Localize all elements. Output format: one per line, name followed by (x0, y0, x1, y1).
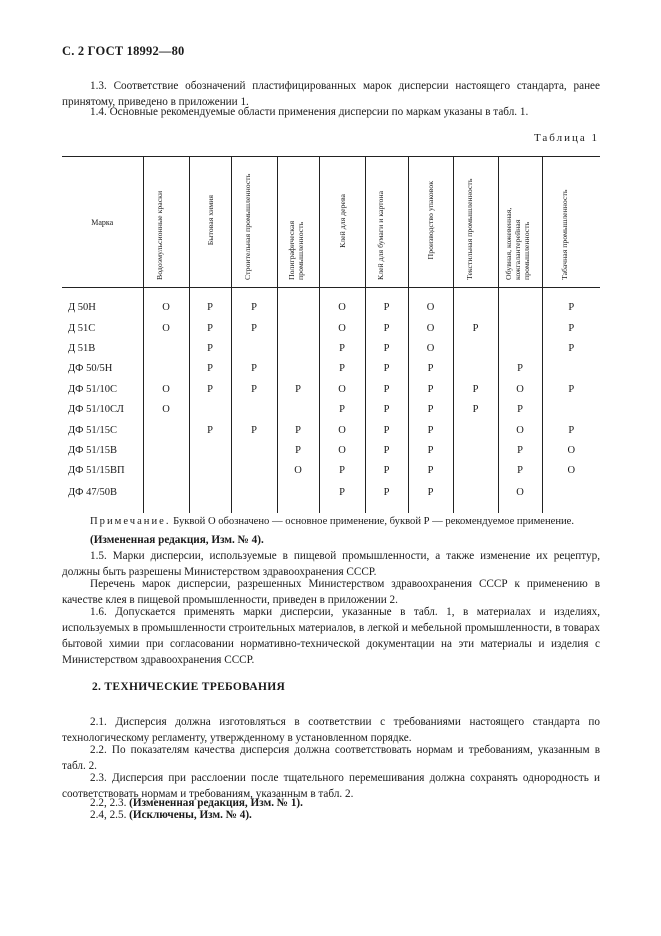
table-row (62, 379, 600, 399)
brand-cell: ДФ 51/10С (68, 383, 118, 395)
application-cell: Р (231, 318, 277, 338)
application-cell: О (143, 400, 189, 420)
application-cell: О (408, 338, 453, 358)
application-cell: Р (319, 481, 365, 513)
application-cell: Р (542, 379, 600, 399)
paragraph-2-3: 2.3. Дисперсия при расслоении после тщательного перемешивания должна сохранять однородность и соответствовать нормам и требованиям, указанным в табл. 2. (62, 772, 600, 800)
table-row (62, 318, 600, 338)
column-header: Производство упаковок (408, 157, 453, 288)
application-cell: Р (365, 359, 408, 379)
application-cell: Р (365, 440, 408, 460)
application-cell: О (498, 420, 542, 440)
application-cell (143, 461, 189, 481)
application-cell (143, 338, 189, 358)
application-cell: Р (231, 379, 277, 399)
application-cell: Р (189, 359, 231, 379)
application-cell: Р (542, 288, 600, 319)
application-cell: Р (365, 318, 408, 338)
application-cell: Р (319, 461, 365, 481)
table-row (62, 420, 600, 440)
application-cell: О (498, 379, 542, 399)
application-cell: Р (277, 420, 319, 440)
paragraph-2-1: 2.1. Дисперсия должна изготовляться в соответствии с требованиями настоящего стандарта по технологическому регламенту, утвержденному в установленном порядке. (62, 716, 600, 744)
application-cell (231, 338, 277, 358)
application-cell (453, 481, 498, 513)
application-cell: Р (542, 420, 600, 440)
application-cell: Р (231, 420, 277, 440)
application-cell: Р (498, 400, 542, 420)
application-cell (498, 338, 542, 358)
note-text: Буквой О обозначено — основное применение, буквой Р — рекомендуемое применение. (170, 516, 575, 527)
paragraph-2-4-2-5 (62, 807, 600, 823)
brand-cell: Д 51С (68, 322, 96, 334)
application-cell: Р (319, 359, 365, 379)
application-cell: Р (498, 440, 542, 460)
amendment-note-4: (Измененная редакция, Изм. № 4). (90, 534, 264, 546)
paragraph-1-4: 1.4. Основные рекомендуемые области применения дисперсии по маркам указаны в табл. 1. (90, 106, 529, 118)
application-cell (453, 359, 498, 379)
application-cell: О (277, 461, 319, 481)
column-header: Обувная, кожевенная, кожгалантерейная промышленность (498, 157, 542, 288)
application-cell: Р (498, 461, 542, 481)
brand-cell: ДФ 50/5Н (68, 363, 113, 375)
application-cell: Р (189, 288, 231, 319)
application-cell: Р (277, 379, 319, 399)
brand-cell: Д 50Н (68, 301, 96, 313)
application-cell (453, 338, 498, 358)
paragraph-1-3: 1.3. Соответствие обозначений пластифицированных марок дисперсии настоящего стандарта, ранее принятому, приведено в приложении 1. (62, 80, 600, 108)
application-cell (277, 318, 319, 338)
application-cell: Р (453, 400, 498, 420)
application-cell: Р (319, 400, 365, 420)
application-cell: О (408, 288, 453, 319)
paragraph-2-2: 2.2. По показателям качества дисперсия должна соответствовать нормам и требованиям, указанным в табл. 2. (62, 744, 600, 772)
brand-cell: Д 51В (68, 343, 96, 355)
brand-cell: ДФ 51/15С (68, 424, 118, 436)
application-cell: Р (365, 288, 408, 319)
column-header: Текстильная промышленность (453, 157, 498, 288)
application-cell (143, 440, 189, 460)
application-cell: Р (408, 379, 453, 399)
column-header: Строительная промышленность (231, 157, 277, 288)
application-cell: О (319, 318, 365, 338)
application-cell (143, 420, 189, 440)
application-cell: Р (408, 420, 453, 440)
brand-cell: ДФ 51/15ВП (68, 465, 125, 477)
brand-application-table (62, 156, 600, 513)
application-cell: Р (542, 318, 600, 338)
application-cell: Р (365, 379, 408, 399)
amendment-note-1: (Измененная редакция, Изм. № 1). (129, 797, 303, 809)
application-cell (453, 288, 498, 319)
application-cell (231, 481, 277, 513)
application-cell (542, 481, 600, 513)
application-cell (277, 400, 319, 420)
application-cell (189, 481, 231, 513)
table-row (62, 461, 600, 481)
application-cell (231, 461, 277, 481)
application-cell: Р (319, 338, 365, 358)
note-label: Примечание. (90, 516, 171, 527)
application-cell: О (542, 440, 600, 460)
column-header: Табачная промышленность (542, 157, 600, 288)
application-cell: О (319, 440, 365, 460)
column-header: Полиграфическая промышленность (277, 157, 319, 288)
column-header: Водоэмульсионные краски (143, 157, 189, 288)
column-header: Бытовая химия (189, 157, 231, 288)
application-cell: Р (498, 359, 542, 379)
table-row (62, 481, 600, 513)
application-cell: Р (189, 420, 231, 440)
application-cell: Р (408, 461, 453, 481)
application-cell: Р (365, 338, 408, 358)
application-cell: Р (365, 420, 408, 440)
application-cell (453, 461, 498, 481)
application-cell: Р (365, 400, 408, 420)
application-cell: О (143, 288, 189, 319)
table-header-row (62, 157, 600, 288)
table-row (62, 338, 600, 358)
application-cell (189, 461, 231, 481)
application-cell: Р (189, 338, 231, 358)
application-cell: Р (277, 440, 319, 460)
application-cell: Р (542, 338, 600, 358)
application-cell: О (143, 379, 189, 399)
application-cell (277, 481, 319, 513)
application-cell (498, 288, 542, 319)
paragraph-1-5: 1.5. Марки дисперсии, используемые в пищевой промышленности, а также изменение их рецептур, должны быть разрешены Министерством здравоохранения СССР. (62, 550, 600, 578)
section-title: 2. ТЕХНИЧЕСКИЕ ТРЕБОВАНИЯ (92, 681, 286, 693)
application-cell: Р (189, 318, 231, 338)
column-header: Клей для бумаги и картона (365, 157, 408, 288)
application-cell: Р (453, 318, 498, 338)
application-cell (277, 359, 319, 379)
application-cell (542, 400, 600, 420)
application-cell: Р (231, 359, 277, 379)
application-cell (189, 400, 231, 420)
clause-number: 2.2, 2.3. (90, 797, 127, 809)
application-cell (189, 440, 231, 460)
application-cell (498, 318, 542, 338)
brand-cell: ДФ 51/10СЛ (68, 404, 124, 416)
application-cell: О (498, 481, 542, 513)
column-header: Марка (62, 157, 143, 288)
application-cell (231, 440, 277, 460)
application-cell: О (319, 379, 365, 399)
table-note (62, 514, 600, 530)
application-cell (143, 481, 189, 513)
application-cell: Р (453, 379, 498, 399)
paragraph-1-6: 1.6. Допускается применять марки дисперсии, указанные в табл. 1, в материалах и изделиях, используемых в промышленности строительных материалов, в легкой и мебельной промышленности, в товарах бытовой химии при согласовании нормативно-технической документации на эти материалы и изделия с Министерством здравоохранения СССР. (62, 606, 600, 666)
page-header: С. 2 ГОСТ 18992—80 (62, 44, 185, 58)
column-header: Клей для дерева (319, 157, 365, 288)
application-cell: Р (408, 481, 453, 513)
application-cell (453, 420, 498, 440)
application-cell: Р (408, 440, 453, 460)
paragraph-1-5-list: Перечень марок дисперсии, разрешенных Министерством здравоохранения СССР к применению в качестве клея в пищевой промышленности, приведен в приложении 2. (62, 578, 600, 606)
application-cell: Р (408, 359, 453, 379)
clause-number: 2.4, 2.5. (90, 809, 127, 821)
application-cell: О (143, 318, 189, 338)
application-cell: Р (189, 379, 231, 399)
application-cell (277, 338, 319, 358)
table-row (62, 440, 600, 460)
application-cell: Р (365, 481, 408, 513)
application-cell (277, 288, 319, 319)
removed-clauses-note: (Исключены, Изм. № 4). (129, 809, 252, 821)
application-cell: О (542, 461, 600, 481)
table-body (62, 288, 600, 514)
table-row (62, 400, 600, 420)
brand-cell: ДФ 51/15В (68, 445, 118, 457)
application-cell: О (319, 420, 365, 440)
application-cell: О (319, 288, 365, 319)
application-cell: О (408, 318, 453, 338)
application-cell (231, 400, 277, 420)
application-cell: Р (231, 288, 277, 319)
table-row (62, 359, 600, 379)
application-cell (143, 359, 189, 379)
application-cell (542, 359, 600, 379)
table-caption: Таблица 1 (533, 132, 599, 144)
table-row (62, 288, 600, 319)
application-cell: Р (365, 461, 408, 481)
brand-cell: ДФ 47/50В (68, 486, 118, 498)
application-cell: Р (408, 400, 453, 420)
application-cell (453, 440, 498, 460)
